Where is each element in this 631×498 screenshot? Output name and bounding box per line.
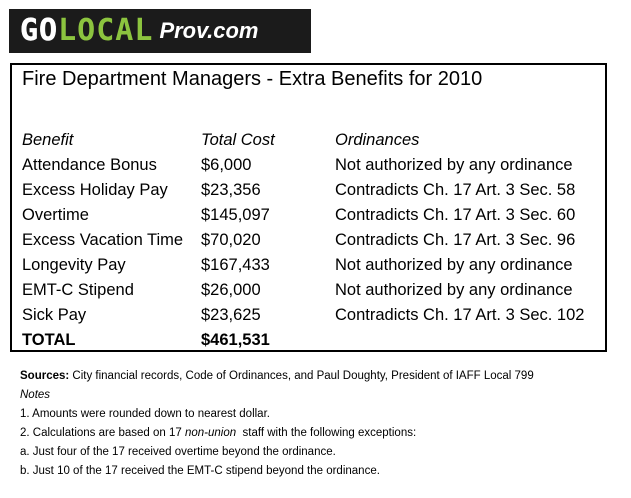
note-2-part-b: staff with the following exceptions: <box>236 427 417 439</box>
benefits-table-box <box>10 63 607 352</box>
cost-cell: $23,625 <box>201 306 261 324</box>
note-2 <box>20 424 534 443</box>
ordinance-cell: Contradicts Ch. 17 Art. 3 Sec. 102 <box>335 306 585 324</box>
table-row <box>22 203 605 228</box>
total-row <box>22 328 605 353</box>
benefits-table <box>22 128 605 353</box>
table-row <box>22 253 605 278</box>
total-cost: $461,531 <box>201 331 270 349</box>
ordinance-cell: Contradicts Ch. 17 Art. 3 Sec. 96 <box>335 231 576 249</box>
benefit-cell: Longevity Pay <box>22 256 126 274</box>
note-a: a. Just four of the 17 received overtime beyond the ordinance. <box>20 446 336 458</box>
header-ordinances: Ordinances <box>335 131 420 149</box>
logo-prov-text: Prov.com <box>159 18 259 43</box>
table-header-row <box>22 128 605 153</box>
sources-text: City financial records, Code of Ordinances, and Paul Doughty, President of IAFF Local 799 <box>69 370 534 382</box>
sources-line <box>20 367 534 386</box>
table-row <box>22 153 605 178</box>
cost-cell: $167,433 <box>201 256 270 274</box>
logo-local-text: LOCAL <box>58 13 154 48</box>
cost-cell: $6,000 <box>201 156 252 174</box>
ordinance-cell: Contradicts Ch. 17 Art. 3 Sec. 60 <box>335 206 576 224</box>
cost-cell: $23,356 <box>201 181 261 199</box>
header-total-cost: Total Cost <box>201 131 275 149</box>
ordinance-cell: Not authorized by any ordinance <box>335 256 573 274</box>
table-row <box>22 228 605 253</box>
note-b: b. Just 10 of the 17 received the EMT-C stipend beyond the ordinance. <box>20 465 380 477</box>
golocalprov-logo <box>9 9 311 53</box>
table-row <box>22 178 605 203</box>
benefit-cell: Attendance Bonus <box>22 156 157 174</box>
note-2-emphasis: non-union <box>184 427 237 439</box>
note-2-part-a: 2. Calculations are based on 17 <box>20 427 185 439</box>
table-row <box>22 303 605 328</box>
table-row <box>22 278 605 303</box>
table-title: Fire Department Managers - Extra Benefits for 2010 <box>22 68 483 90</box>
cost-cell: $26,000 <box>201 281 261 299</box>
ordinance-cell: Contradicts Ch. 17 Art. 3 Sec. 58 <box>335 181 576 199</box>
benefit-cell: EMT-C Stipend <box>22 281 134 299</box>
benefit-cell: Overtime <box>22 206 89 224</box>
ordinance-cell: Not authorized by any ordinance <box>335 156 573 174</box>
notes-heading: Notes <box>20 389 51 401</box>
total-empty-cell <box>335 328 605 353</box>
header-benefit: Benefit <box>22 131 74 149</box>
cost-cell: $70,020 <box>201 231 261 249</box>
footnotes <box>20 367 534 481</box>
ordinance-cell: Not authorized by any ordinance <box>335 281 573 299</box>
total-label: TOTAL <box>22 331 76 349</box>
note-1: 1. Amounts were rounded down to nearest dollar. <box>20 408 270 420</box>
cost-cell: $145,097 <box>201 206 270 224</box>
benefit-cell: Excess Vacation Time <box>22 231 184 249</box>
benefit-cell: Sick Pay <box>22 306 87 324</box>
sources-label: Sources: <box>20 370 70 382</box>
logo-go-text: GO <box>20 13 59 48</box>
benefit-cell: Excess Holiday Pay <box>22 181 168 199</box>
